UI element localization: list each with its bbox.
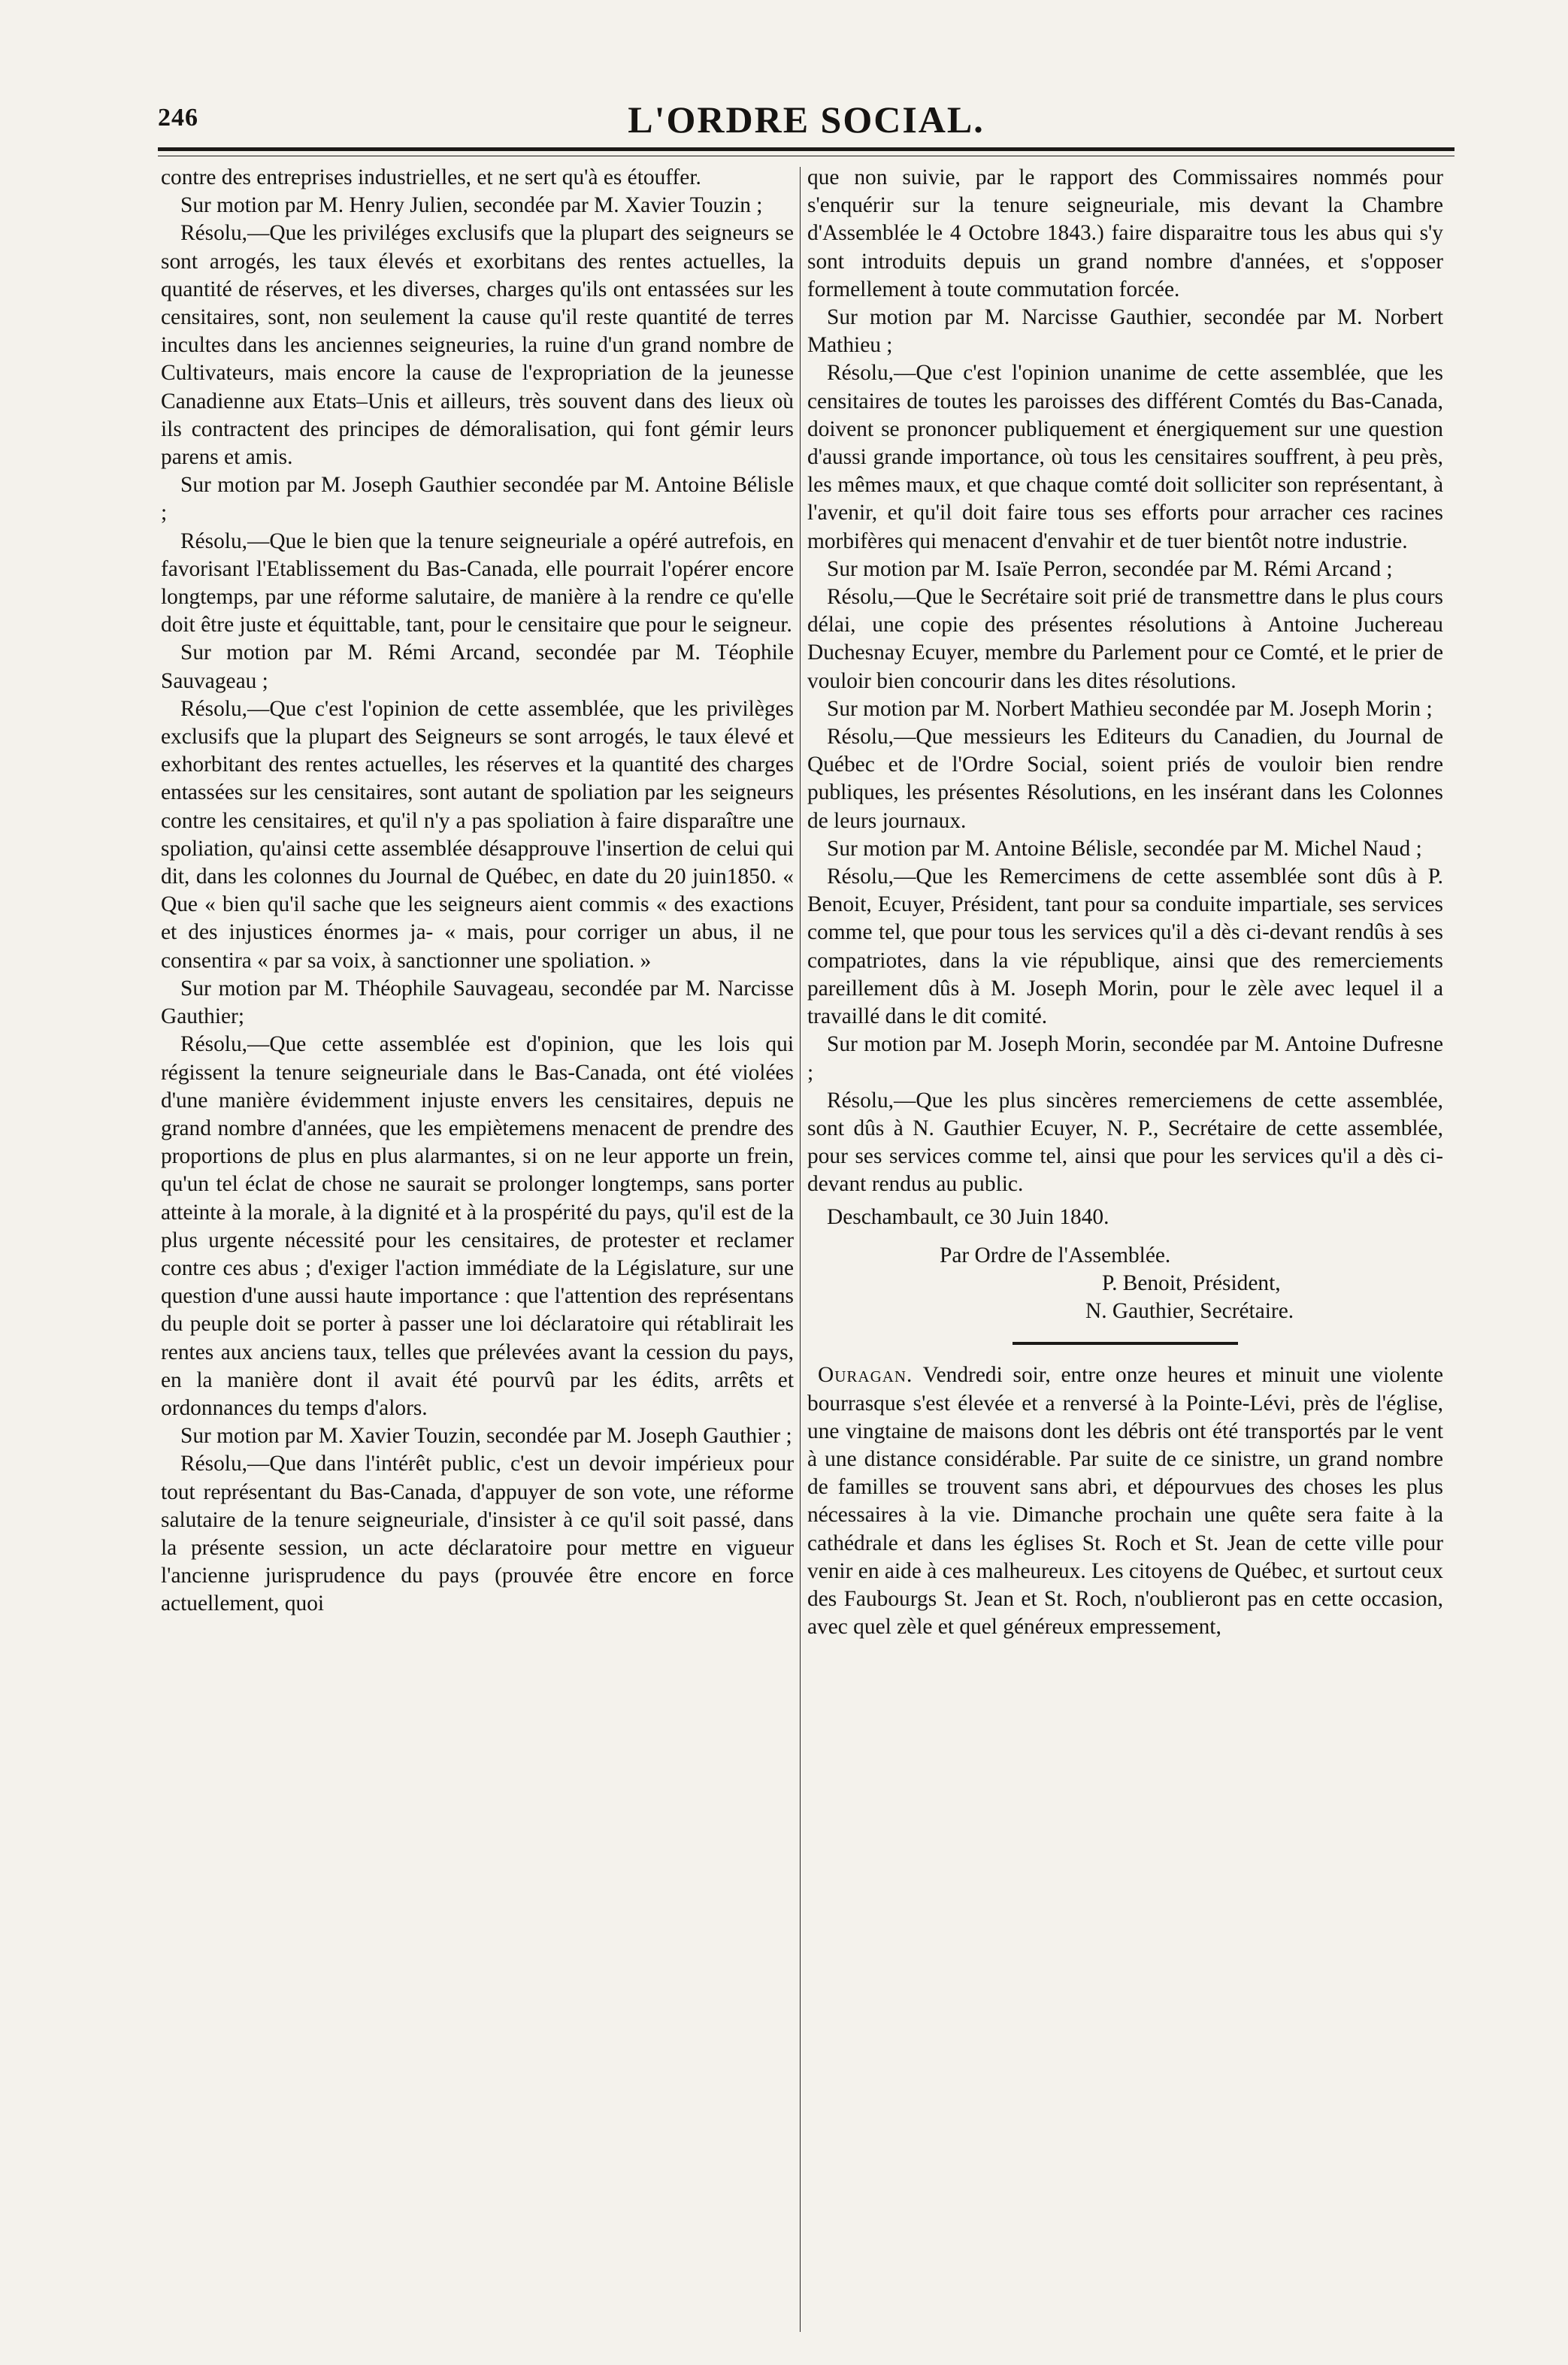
paragraph: Sur motion par M. Joseph Gauthier secondée par M. Antoine Bélisle ; <box>161 473 794 525</box>
paragraph: Résolu,—Que les plus sincères remerciemens de cette assemblée, sont dûs à N. Gauthier Ecuyer, N. P., Secrétaire de cette assemblée, pour ses services comme tel, ainsi que pour les services qu'il a dès ci-devant rendus au public. <box>807 1088 1443 1197</box>
header-rule <box>158 147 1454 151</box>
paragraph: Résolu,—Que messieurs les Editeurs du Canadien, du Journal de Québec et de l'Ordre Social, soient priés de vouloir bien rendre publiques, les présentes Résolutions, en les insérant dans les Colonnes de leurs journaux. <box>807 725 1443 833</box>
signature-president: P. Benoit, Président, <box>1102 1270 1281 1295</box>
paragraph: Sur motion par M. Rémi Arcand, secondée par M. Téophile Sauvageau ; <box>161 640 794 693</box>
running-title: L'ORDRE SOCIAL. <box>628 98 985 141</box>
paragraph: Sur motion par M. Antoine Bélisle, secondée par M. Michel Naud ; <box>827 836 1422 861</box>
paragraph: Résolu,—Que le bien que la tenure seigneuriale a opéré autrefois, en favorisant l'Etablissement du Bas-Canada, elle pourrait l'opérer encore longtemps, par une réforme salutaire, de manière à la rendre ce qu'elle doit être juste et équittable, tant, pour le censitaire que pour le seigneur. <box>161 528 794 637</box>
paragraph: contre des entreprises industrielles, et ne sert qu'à es étouffer. <box>161 165 701 189</box>
signature-secretary: N. Gauthier, Secrétaire. <box>1085 1299 1294 1324</box>
paragraph: Sur motion par M. Xavier Touzin, secondée par M. Joseph Gauthier ; <box>180 1424 792 1449</box>
paragraph: Résolu,—Que cette assemblée est d'opinion, que les lois qui régissent la tenure seigneuriale dans le Bas-Canada, ont été violées d'une manière évidemment injuste envers les censitaires, depuis ne grand nombre d'années, que les empiètemens menacent de prendre des proportions de plus en plus alarmantes, si on ne leur apporte un frein, qu'un tel éclat de chose ne saurait se prolonger longtemps, sans porter atteinte à la morale, à la dignité et à la prospérité du pays, qu'il est de la plus urgente nécessité pour les censitaires, de protester et reclamer contre ces abus ; d'exiger l'action immédiate de la Législature, sur une question d'une aussi haute importance : que l'attention des représentans du peuple doit se porter à passer une loi déclaratoire qui rétablirait les rentes aux anciens taux, telles que prélevées avant la cession du pays, en la manière dont il avait été pourvû par les édits, arrêts et ordonnances du temps d'alors. <box>161 1032 794 1420</box>
paragraph: Résolu,—Que les Remercimens de cette assemblée sont dûs à P. Benoit, Ecuyer, Président, tant pour sa conduite impartiale, ses services comme tel, que pour tous les services qu'il a dès ci-devant rendûs à ses compatriotes, dans la vie république, ainsi que des remerciements pareillement dûs à M. Joseph Morin, pour le zèle avec lequel il a travaillé dans le dit comité. <box>807 865 1443 1029</box>
dateline: Deschambault, ce 30 Juin 1840. <box>827 1204 1109 1229</box>
paragraph: Sur motion par M. Isaïe Perron, secondée par M. Rémi Arcand ; <box>827 556 1393 581</box>
paragraph: Sur motion par M. Narcisse Gauthier, secondée par M. Norbert Mathieu ; <box>807 305 1443 358</box>
paragraph: Sur motion par M. Norbert Mathieu secondée par M. Joseph Morin ; <box>827 696 1433 721</box>
news-text: Vendredi soir, entre onze heures et minuit une violente bourrasque s'est élevée et a renversé à la Pointe-Lévi, près de l'église, une vingtaine de maisons dont les débris ont été transportés par le vent à une distance considérable. Par suite de ce sinistre, un grand nombre de familles se trouvent sans abri, et dépourvues des choses les plus nécessaires à la vie. Dimanche prochain une quête sera faite à la cathédrale et dans les églises St. Roch et St. Jean de cette ville pour venir en aide à ces malheureux. Les citoyens de Québec, et surtout ceux des Faubourgs St. Jean et St. Roch, n'oublieront pas en cette occasion, avec quel zèle et quel généreux empressement, <box>807 1363 1444 1640</box>
signature-order: Par Ordre de l'Assemblée. <box>940 1243 1171 1267</box>
section-separator <box>1013 1342 1238 1345</box>
column-divider <box>800 167 801 2332</box>
news-item <box>807 1361 1443 1641</box>
paragraph: Sur motion par M. Joseph Morin, secondée par M. Antoine Dufresne ; <box>807 1032 1443 1085</box>
paragraph: Résolu,—Que c'est l'opinion unanime de cette assemblée, que les censitaires de toutes les paroisses des différent Comtés du Bas-Canada, doivent se prononcer publiquement et énergiquement sur une question d'aussi grande importance, où tous les censitaires souffrent, à peu près, les mêmes maux, et que chaque comté doit solliciter son représentant, à l'avenir, et qu'il doit faire tous ses efforts pour arracher ces racines morbifères qui menacent d'envahir et de tuer bientôt notre industrie. <box>807 361 1443 553</box>
paragraph: que non suivie, par le rapport des Commissaires nommés pour s'enquérir sur la tenure seigneuriale, mis devant la Chambre d'Assemblée le 4 Octobre 1843.) faire disparaitre tous les abus qui s'y sont introduits depuis un grand nombre d'années, et s'opposer formellement à toute commutation forcée. <box>807 165 1443 301</box>
paragraph: Résolu,—Que les priviléges exclusifs que la plupart des seigneurs se sont arrogés, les taux élevés et exorbitans des rentes actuelles, la quantité de réserves, et les diverses, charges qu'ils ont entassées sur les censitaires, sont, non seulement la cause qu'il reste quantité de terres incultes dans les anciennes seigneuries, la ruine d'un grand nombre de Cultivateurs, mais encore la cause de l'expropriation de la jeunesse Canadienne aux Etats–Unis et ailleurs, très souvent dans des lieux où ils contractent des principes de démoralisation, qui font gémir leurs parens et amis. <box>161 221 794 470</box>
paragraph: Résolu,—Que dans l'intérêt public, c'est un devoir impérieux pour tout représentant du Bas-Canada, d'appuyer de son vote, une réforme salutaire de la tenure seigneuriale, d'insister à ce qu'il soit passé, dans la présente session, un acte déclaratoire pour mettre en vigueur l'ancienne jurisprudence du pays (prouvée être encore en force actuellement, quoi <box>161 1452 794 1616</box>
paragraph: Sur motion par M. Henry Julien, secondée par M. Xavier Touzin ; <box>180 193 763 218</box>
paragraph: Résolu,—Que c'est l'opinion de cette assemblée, que les privilèges exclusifs que la plupart des Seigneurs se sont arrogés, le taux élevé et exhorbitant des rentes actuelles, les réserves et la quantité des charges entassées sur les censitaires, sont autant de spoliation par les seigneurs contre les censitaires, et qu'il n'y a pas spoliation à faire disparaître une spoliation, qu'ainsi cette assemblée désapprouve l'insertion de celui qui dit, dans les colonnes du Journal de Québec, en date du 20 juin1850. « Que « bien qu'il sache que les seigneurs aient commis « des exactions et des injustices énormes ja- « mais, pour corriger un abus, il ne consentira « par sa voix, à sanctionner une spoliation. » <box>161 696 794 973</box>
left-column <box>161 164 794 2344</box>
paragraph: Sur motion par M. Théophile Sauvageau, secondée par M. Narcisse Gauthier; <box>161 976 794 1029</box>
page-number: 246 <box>158 104 198 132</box>
page-header <box>158 98 1454 150</box>
news-keyword: Ouragan. <box>818 1363 913 1388</box>
right-column <box>807 164 1443 2344</box>
paragraph: Résolu,—Que le Secrétaire soit prié de transmettre dans le plus cours délai, une copie des présentes résolutions à Antoine Juchereau Duchesnay Ecuyer, membre du Parlement pour ce Comté, et le prier de vouloir bien concourir dans les dites résolutions. <box>807 585 1443 693</box>
